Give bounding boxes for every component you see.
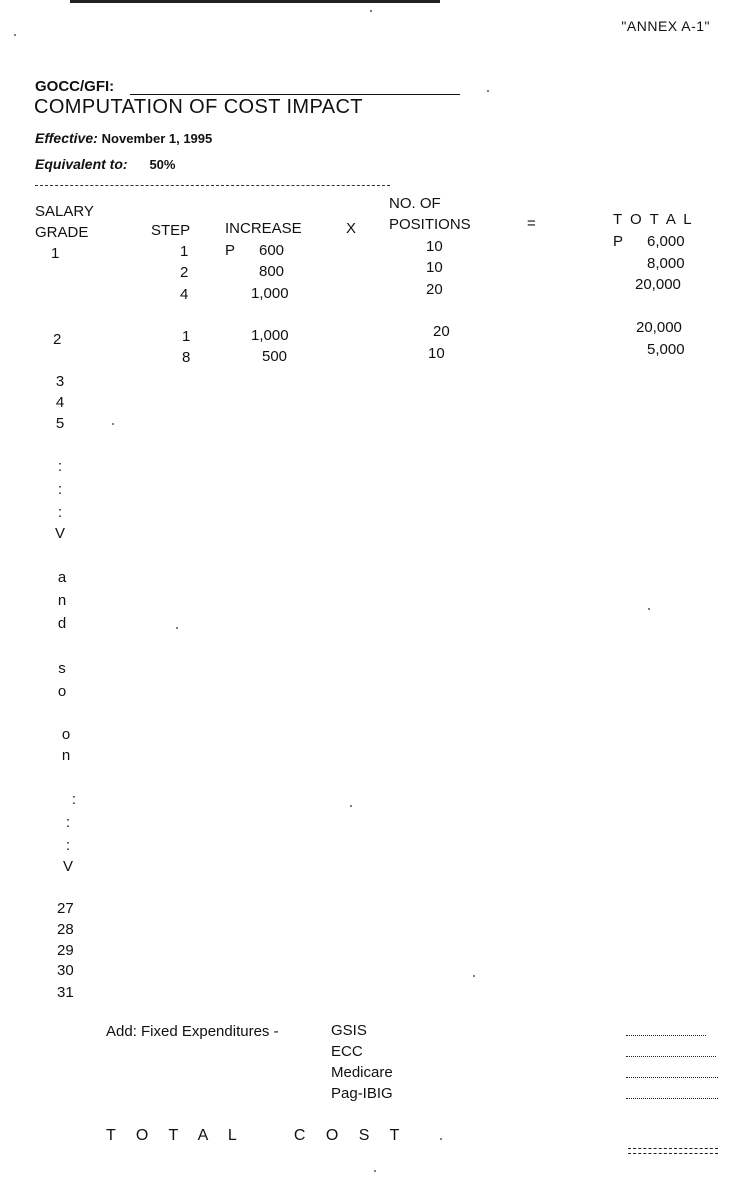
grade-cell: 31	[57, 984, 74, 1001]
continuation-dots: :	[57, 481, 63, 498]
grade-cell: 4	[55, 394, 65, 411]
scan-speck	[374, 1170, 376, 1172]
continuation-dots: :	[65, 837, 71, 854]
grade-cell: 2	[53, 331, 62, 348]
and-so-on-letter: s	[58, 660, 66, 677]
col-header-no-of: NO. OF	[389, 195, 441, 212]
expenditure-pag-ibig: Pag-IBIG	[331, 1085, 393, 1102]
scan-speck	[487, 90, 489, 92]
continuation-arrow: V	[54, 525, 65, 542]
total-cell: 8,000	[647, 255, 685, 272]
scan-speck	[350, 805, 352, 807]
step-cell: 1	[180, 243, 189, 260]
page-title: COMPUTATION OF COST IMPACT	[34, 96, 363, 118]
scan-speck	[473, 975, 475, 977]
col-header-equals: =	[527, 215, 536, 232]
currency-cell: P	[225, 242, 236, 259]
col-header-salary: SALARY	[35, 203, 94, 220]
increase-cell: 600	[259, 242, 285, 259]
total-cell: 20,000	[635, 276, 681, 293]
increase-cell: 1,000	[251, 285, 289, 302]
scan-speck	[648, 608, 650, 610]
fixed-expenditures-label: Add: Fixed Expenditures -	[106, 1023, 279, 1040]
positions-cell: 20	[426, 281, 443, 298]
grade-cell: 5	[55, 415, 65, 432]
positions-cell: 10	[428, 345, 445, 362]
col-header-increase: INCREASE	[225, 220, 302, 237]
equivalent-label: Equivalent to:	[35, 156, 128, 172]
continuation-arrow: V	[62, 858, 73, 875]
grade-cell: 27	[57, 900, 74, 917]
scan-speck	[440, 1138, 442, 1140]
increase-cell: 500	[262, 348, 288, 365]
expenditure-gsis: GSIS	[331, 1022, 367, 1039]
effective-value: November 1, 1995	[101, 131, 213, 146]
and-so-on-letter: o	[57, 683, 67, 700]
and-so-on-letter: n	[57, 592, 67, 609]
col-header-total: T O T A L	[613, 211, 694, 228]
scan-speck	[176, 627, 178, 629]
col-header-step: STEP	[151, 222, 191, 239]
grade-cell: 29	[57, 942, 74, 959]
and-so-on-letter: d	[57, 615, 67, 632]
expenditure-medicare: Medicare	[331, 1064, 393, 1081]
scan-speck	[112, 423, 114, 425]
scan-speck	[14, 34, 16, 36]
continuation-dots: :	[71, 791, 77, 808]
equivalent-value: 50%	[149, 157, 176, 172]
total-cell: 20,000	[636, 319, 682, 336]
grade-cell: 1	[51, 245, 60, 262]
continuation-dots: :	[57, 504, 63, 521]
amount-blank-gsis	[626, 1035, 706, 1036]
positions-cell: 10	[426, 259, 443, 276]
effective-row	[35, 130, 212, 146]
and-so-on-letter: n	[61, 747, 71, 764]
grade-cell: 28	[57, 921, 74, 938]
header-divider	[35, 185, 390, 186]
grade-cell: 30	[57, 962, 74, 979]
col-header-positions: POSITIONS	[389, 216, 471, 233]
positions-cell: 10	[426, 238, 443, 255]
amount-blank-medicare	[626, 1077, 718, 1078]
and-so-on-letter: o	[61, 726, 71, 743]
continuation-dots: :	[57, 458, 63, 475]
step-cell: 8	[182, 349, 191, 366]
total-cell: 5,000	[647, 341, 685, 358]
and-so-on-letter: a	[57, 569, 67, 586]
scan-edge	[70, 0, 440, 3]
equivalent-row	[35, 156, 175, 172]
step-cell: 4	[180, 286, 189, 303]
gocc-blank-line	[130, 94, 460, 95]
amount-blank-pag-ibig	[626, 1098, 718, 1099]
col-header-times: X	[346, 220, 357, 237]
total-cell: 6,000	[647, 233, 685, 250]
total-currency-cell: P	[613, 233, 624, 250]
grade-cell: 3	[55, 373, 65, 390]
total-cost-label: T O T A L C O S T	[106, 1127, 408, 1144]
gocc-label: GOCC/GFI:	[35, 78, 115, 95]
annex-label: "ANNEX A-1"	[621, 18, 710, 34]
step-cell: 2	[180, 264, 189, 281]
scan-speck	[370, 10, 372, 12]
step-cell: 1	[182, 328, 191, 345]
positions-cell: 20	[433, 323, 450, 340]
amount-blank-ecc	[626, 1056, 716, 1057]
increase-cell: 1,000	[251, 327, 289, 344]
increase-cell: 800	[259, 263, 285, 280]
col-header-grade: GRADE	[35, 224, 89, 241]
expenditure-ecc: ECC	[331, 1043, 363, 1060]
total-cost-double-line	[628, 1148, 718, 1154]
continuation-dots: :	[65, 814, 71, 831]
effective-label: Effective:	[35, 130, 98, 146]
